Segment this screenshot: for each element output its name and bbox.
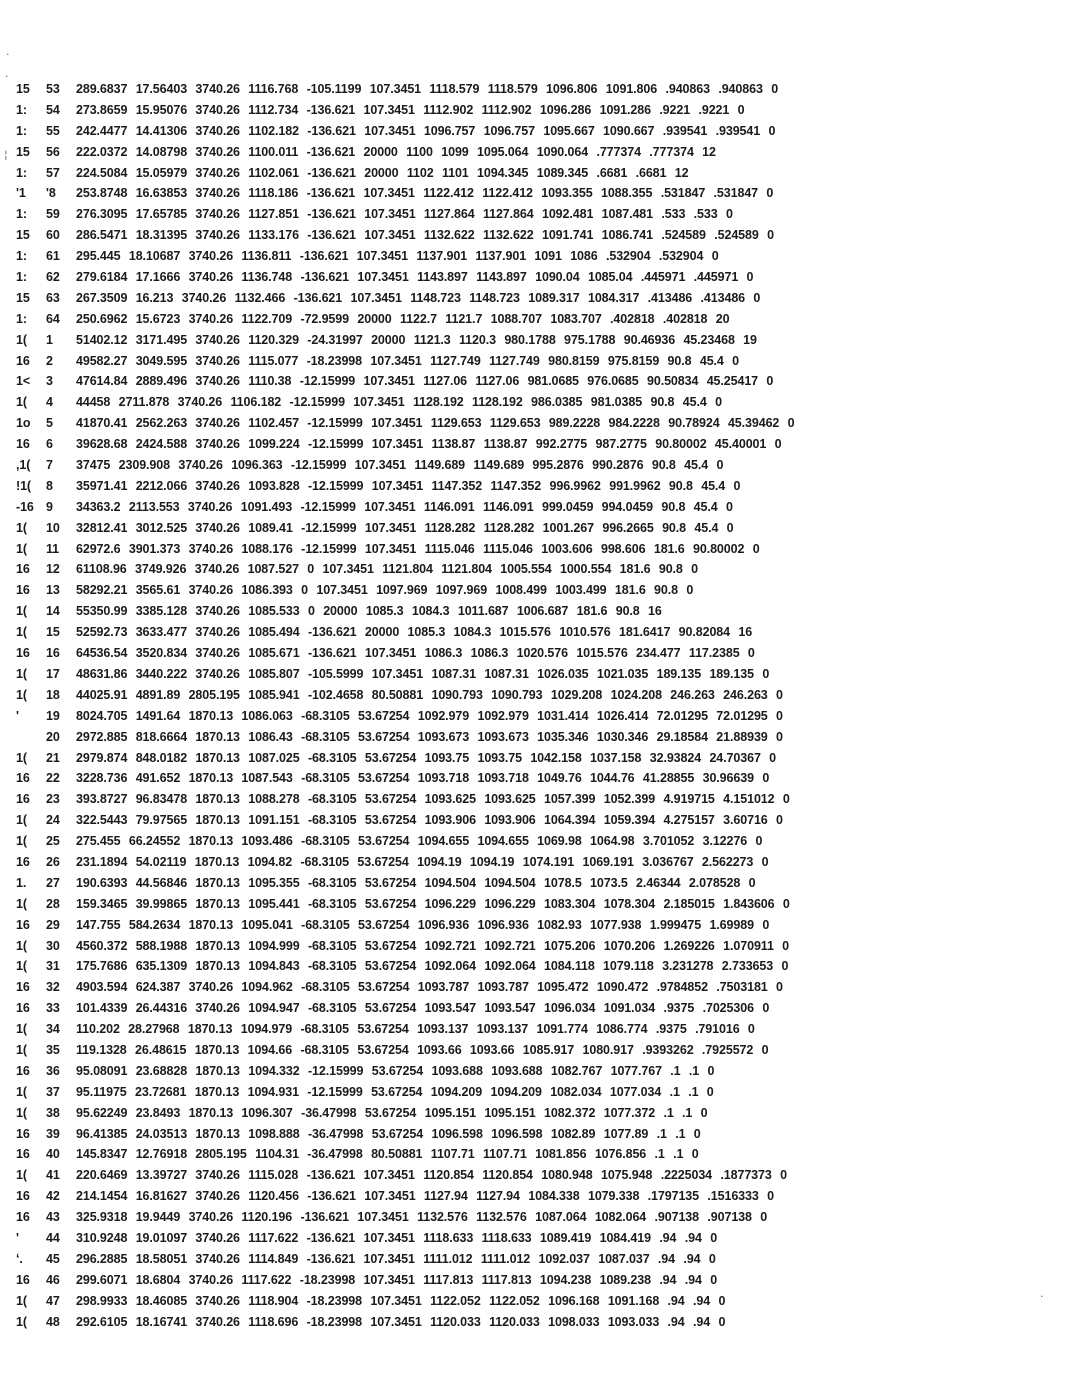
line-index: 61 bbox=[46, 249, 60, 264]
line-prefix: 16 bbox=[16, 917, 30, 932]
data-line bbox=[0, 748, 1066, 769]
data-line bbox=[0, 789, 1066, 810]
line-index: 64 bbox=[46, 311, 60, 326]
line-prefix: 1( bbox=[16, 332, 27, 347]
data-listing bbox=[0, 79, 1066, 1332]
line-prefix: ,1( bbox=[16, 458, 31, 473]
line-index: 6 bbox=[46, 437, 53, 452]
line-values: 44025.91 4891.89 2805.195 1085.941 -102.4658 80.50881 1090.793 1090.793 1029.208 1024.208 246.263 246.263 0 bbox=[76, 687, 783, 702]
line-values: 145.8347 12.76918 2805.195 1104.31 -36.47998 80.50881 1107.71 1107.71 1081.856 1076.856 .1 .1 0 bbox=[76, 1147, 699, 1162]
line-prefix: 15 bbox=[16, 144, 30, 159]
line-values: 286.5471 18.31395 3740.26 1133.176 -136.621 107.3451 1132.622 1132.622 1091.741 1086.741 .524589 .524589 0 bbox=[76, 228, 774, 243]
line-index: 60 bbox=[46, 228, 60, 243]
line-values: 95.11975 23.72681 1870.13 1094.931 -12.15999 53.67254 1094.209 1094.209 1082.034 1077.034 .1 .1 0 bbox=[76, 1084, 714, 1099]
line-values: 275.455 66.24552 1870.13 1093.486 -68.3105 53.67254 1094.655 1094.655 1069.98 1064.98 3.701052 3.12276 0 bbox=[76, 834, 763, 849]
line-index: 10 bbox=[46, 520, 60, 535]
data-line bbox=[0, 121, 1066, 142]
line-values: 276.3095 17.65785 3740.26 1127.851 -136.621 107.3451 1127.864 1127.864 1092.481 1087.481 .533 .533 0 bbox=[76, 207, 733, 222]
data-line bbox=[0, 727, 1066, 748]
line-prefix: 16 bbox=[16, 771, 30, 786]
line-index: 19 bbox=[46, 708, 60, 723]
line-index: 20 bbox=[46, 729, 60, 744]
line-values: 41870.41 2562.263 3740.26 1102.457 -12.15999 107.3451 1129.653 1129.653 989.2228 984.2228 90.78924 45.39462 0 bbox=[76, 416, 795, 431]
data-line bbox=[0, 643, 1066, 664]
line-values: 58292.21 3565.61 3740.26 1086.393 0 107.3451 1097.969 1097.969 1008.499 1003.499 181.6 90.8 0 bbox=[76, 583, 694, 598]
line-values: 32812.41 3012.525 3740.26 1089.41 -12.15999 107.3451 1128.282 1128.282 1001.267 996.2665 90.8 45.4 0 bbox=[76, 520, 734, 535]
margin-speck: · bbox=[6, 48, 10, 61]
data-line bbox=[0, 518, 1066, 539]
data-line bbox=[0, 956, 1066, 977]
line-index: 29 bbox=[46, 917, 60, 932]
line-index: 32 bbox=[46, 980, 60, 995]
margin-speck: · bbox=[5, 70, 9, 83]
data-line bbox=[0, 455, 1066, 476]
line-values: 322.5443 79.97565 1870.13 1091.151 -68.3105 53.67254 1093.906 1093.906 1064.394 1059.394 4.275157 3.60716 0 bbox=[76, 813, 783, 828]
line-index: 47 bbox=[46, 1293, 60, 1308]
line-index: 9 bbox=[46, 499, 53, 514]
line-values: 95.62249 23.8493 1870.13 1096.307 -36.47998 53.67254 1095.151 1095.151 1082.372 1077.372 .1 .1 0 bbox=[76, 1105, 708, 1120]
line-prefix: 1( bbox=[16, 666, 27, 681]
line-prefix: 16 bbox=[16, 1210, 30, 1225]
data-line bbox=[0, 936, 1066, 957]
line-index: 44 bbox=[46, 1230, 60, 1245]
line-values: 393.8727 96.83478 1870.13 1088.278 -68.3105 53.67254 1093.625 1093.625 1057.399 1052.399 4.919715 4.151012 0 bbox=[76, 792, 790, 807]
line-values: 96.41385 24.03513 1870.13 1098.888 -36.47998 53.67254 1096.598 1096.598 1082.89 1077.89 .1 .1 0 bbox=[76, 1126, 701, 1141]
data-line bbox=[0, 1291, 1066, 1312]
line-values: 253.8748 16.63853 3740.26 1118.186 -136.621 107.3451 1122.412 1122.412 1093.355 1088.355 .531847 .531847 0 bbox=[76, 186, 774, 201]
data-line bbox=[0, 998, 1066, 1019]
line-values: 298.9933 18.46085 3740.26 1118.904 -18.23998 107.3451 1122.052 1122.052 1096.168 1091.168 .94 .94 0 bbox=[76, 1293, 726, 1308]
line-values: 175.7686 635.1309 1870.13 1094.843 -68.3105 53.67254 1092.064 1092.064 1084.118 1079.118 3.231278 2.733653 0 bbox=[76, 959, 789, 974]
line-values: 147.755 584.2634 1870.13 1095.041 -68.3105 53.67254 1096.936 1096.936 1082.93 1077.938 1.999475 1.69989 0 bbox=[76, 917, 770, 932]
data-line bbox=[0, 1207, 1066, 1228]
line-index: 37 bbox=[46, 1084, 60, 1099]
line-values: 110.202 28.27968 1870.13 1094.979 -68.3105 53.67254 1093.137 1093.137 1091.774 1086.774 .9375 .791016 0 bbox=[76, 1022, 755, 1037]
line-prefix: 16 bbox=[16, 854, 30, 869]
line-values: 289.6837 17.56403 3740.26 1116.768 -105.1199 107.3451 1118.579 1118.579 1096.806 1091.806 .940863 .940863 0 bbox=[76, 82, 779, 96]
line-index: 27 bbox=[46, 875, 60, 890]
line-index: 62 bbox=[46, 270, 60, 285]
line-values: 299.6071 18.6804 3740.26 1117.622 -18.23998 107.3451 1117.813 1117.813 1094.238 1089.238 .94 .94 0 bbox=[76, 1272, 718, 1287]
line-index: 34 bbox=[46, 1022, 60, 1037]
line-index: 53 bbox=[46, 82, 60, 96]
line-index: 57 bbox=[46, 165, 60, 180]
line-index: 1 bbox=[46, 332, 53, 347]
line-prefix: 1( bbox=[16, 520, 27, 535]
line-prefix: 16 bbox=[16, 792, 30, 807]
line-prefix: 1o bbox=[16, 416, 31, 431]
data-line bbox=[0, 330, 1066, 351]
line-index: 41 bbox=[46, 1168, 60, 1183]
line-index: 5 bbox=[46, 416, 53, 431]
line-index: 63 bbox=[46, 290, 60, 305]
line-prefix: 1: bbox=[16, 207, 27, 222]
line-prefix: 16 bbox=[16, 1126, 30, 1141]
data-line bbox=[0, 163, 1066, 184]
line-prefix: 16 bbox=[16, 1272, 30, 1287]
line-index: 12 bbox=[46, 562, 60, 577]
line-index: 30 bbox=[46, 938, 60, 953]
line-index: 42 bbox=[46, 1189, 60, 1204]
line-prefix: 1( bbox=[16, 1042, 27, 1057]
data-line bbox=[0, 1061, 1066, 1082]
line-values: 52592.73 3633.477 3740.26 1085.494 -136.621 20000 1085.3 1084.3 1015.576 1010.576 181.6417 90.82084 16 bbox=[76, 625, 753, 640]
line-prefix: 1: bbox=[16, 311, 27, 326]
line-prefix: 1: bbox=[16, 165, 27, 180]
data-line bbox=[0, 1082, 1066, 1103]
line-prefix: 16 bbox=[16, 1063, 30, 1078]
line-prefix: 1( bbox=[16, 604, 27, 619]
data-line bbox=[0, 580, 1066, 601]
data-line bbox=[0, 559, 1066, 580]
line-prefix: 1( bbox=[16, 625, 27, 640]
data-line bbox=[0, 392, 1066, 413]
line-values: 231.1894 54.02119 1870.13 1094.82 -68.3105 53.67254 1094.19 1094.19 1074.191 1069.191 3.036767 2.562273 0 bbox=[76, 854, 769, 869]
line-prefix: 16 bbox=[16, 1189, 30, 1204]
line-values: 250.6962 15.6723 3740.26 1122.709 -72.9599 20000 1122.7 1121.7 1088.707 1083.707 .402818 .402818 20 bbox=[76, 311, 730, 326]
line-index: 35 bbox=[46, 1042, 60, 1057]
line-values: 222.0372 14.08798 3740.26 1100.011 -136.621 20000 1100 1099 1095.064 1090.064 .777374 .777374 12 bbox=[76, 144, 716, 159]
line-index: 31 bbox=[46, 959, 60, 974]
line-values: 267.3509 16.213 3740.26 1132.466 -136.621 107.3451 1148.723 1148.723 1089.317 1084.317 .413486 .413486 0 bbox=[76, 290, 761, 305]
line-prefix: 1( bbox=[16, 1314, 27, 1329]
data-line bbox=[0, 204, 1066, 225]
line-values: 279.6184 17.1666 3740.26 1136.748 -136.621 107.3451 1143.897 1143.897 1090.04 1085.04 .445971 .445971 0 bbox=[76, 270, 754, 285]
data-line bbox=[0, 413, 1066, 434]
data-line bbox=[0, 1228, 1066, 1249]
line-prefix: 15 bbox=[16, 228, 30, 243]
data-line bbox=[0, 622, 1066, 643]
line-index: 28 bbox=[46, 896, 60, 911]
line-index: '8 bbox=[46, 186, 56, 201]
data-line bbox=[0, 246, 1066, 267]
line-prefix: 1: bbox=[16, 102, 27, 117]
margin-speck: · bbox=[1040, 1290, 1044, 1303]
line-values: 220.6469 13.39727 3740.26 1115.028 -136.621 107.3451 1120.854 1120.854 1080.948 1075.948 .2225034 .1877373 0 bbox=[76, 1168, 787, 1183]
line-prefix: 16 bbox=[16, 1001, 30, 1016]
data-line bbox=[0, 1103, 1066, 1124]
line-values: 55350.99 3385.128 3740.26 1085.533 0 20000 1085.3 1084.3 1011.687 1006.687 181.6 90.8 16 bbox=[76, 604, 662, 619]
line-index: 45 bbox=[46, 1251, 60, 1266]
line-values: 35971.41 2212.066 3740.26 1093.828 -12.15999 107.3451 1147.352 1147.352 996.9962 991.9962 90.8 45.4 0 bbox=[76, 478, 741, 493]
line-index: 2 bbox=[46, 353, 53, 368]
line-values: 37475 2309.908 3740.26 1096.363 -12.15999 107.3451 1149.689 1149.689 995.2876 990.2876 90.8 45.4 0 bbox=[76, 458, 724, 473]
line-values: 295.445 18.10687 3740.26 1136.811 -136.621 107.3451 1137.901 1137.901 1091 1086 .532904 .532904 0 bbox=[76, 249, 719, 264]
line-index: 25 bbox=[46, 834, 60, 849]
data-line bbox=[0, 497, 1066, 518]
line-prefix: 16 bbox=[16, 583, 30, 598]
data-line bbox=[0, 852, 1066, 873]
data-line bbox=[0, 267, 1066, 288]
line-values: 101.4339 26.44316 3740.26 1094.947 -68.3105 53.67254 1093.547 1093.547 1096.034 1091.034 .9375 .7025306 0 bbox=[76, 1001, 770, 1016]
line-prefix: 16 bbox=[16, 353, 30, 368]
data-line bbox=[0, 1124, 1066, 1145]
line-values: 34363.2 2113.553 3740.26 1091.493 -12.15999 107.3451 1146.091 1146.091 999.0459 994.0459 90.8 45.4 0 bbox=[76, 499, 733, 514]
line-index: 18 bbox=[46, 687, 60, 702]
line-values: 8024.705 1491.64 1870.13 1086.063 -68.3105 53.67254 1092.979 1092.979 1031.414 1026.414 72.01295 72.01295 0 bbox=[76, 708, 783, 723]
line-prefix: 1: bbox=[16, 123, 27, 138]
line-index: 13 bbox=[46, 583, 60, 598]
line-index: 23 bbox=[46, 792, 60, 807]
line-prefix: 1( bbox=[16, 938, 27, 953]
line-prefix: 1( bbox=[16, 541, 27, 556]
line-index: 38 bbox=[46, 1105, 60, 1120]
line-prefix: 1: bbox=[16, 249, 27, 264]
line-index: 4 bbox=[46, 395, 53, 410]
line-index: 15 bbox=[46, 625, 60, 640]
line-values: 51402.12 3171.495 3740.26 1120.329 -24.31997 20000 1121.3 1120.3 980.1788 975.1788 90.46936 45.23468 19 bbox=[76, 332, 757, 347]
line-prefix: 1( bbox=[16, 1084, 27, 1099]
line-prefix: 1( bbox=[16, 959, 27, 974]
line-index: 40 bbox=[46, 1147, 60, 1162]
line-index: 16 bbox=[46, 646, 60, 661]
line-values: 64536.54 3520.834 3740.26 1085.671 -136.621 107.3451 1086.3 1086.3 1020.576 1015.576 234.477 117.2385 0 bbox=[76, 646, 755, 661]
line-prefix: 1( bbox=[16, 687, 27, 702]
data-line bbox=[0, 1186, 1066, 1207]
data-line bbox=[0, 351, 1066, 372]
line-values: 292.6105 18.16741 3740.26 1118.696 -18.23998 107.3451 1120.033 1120.033 1098.033 1093.033 .94 .94 0 bbox=[76, 1314, 726, 1329]
line-index: 8 bbox=[46, 478, 53, 493]
line-values: 214.1454 16.81627 3740.26 1120.456 -136.621 107.3451 1127.94 1127.94 1084.338 1079.338 .1797135 .1516333 0 bbox=[76, 1189, 774, 1204]
line-index: 11 bbox=[46, 541, 60, 556]
data-line bbox=[0, 601, 1066, 622]
line-index: 54 bbox=[46, 102, 60, 117]
line-prefix: 1( bbox=[16, 1293, 27, 1308]
line-values: 3228.736 491.652 1870.13 1087.543 -68.3105 53.67254 1093.718 1093.718 1049.76 1044.76 41.28855 30.96639 0 bbox=[76, 771, 770, 786]
line-prefix: 1( bbox=[16, 1022, 27, 1037]
data-line bbox=[0, 1019, 1066, 1040]
line-index: 55 bbox=[46, 123, 60, 138]
line-values: 296.2885 18.58051 3740.26 1114.849 -136.621 107.3451 1111.012 1111.012 1092.037 1087.037 .94 .94 0 bbox=[76, 1251, 716, 1266]
data-line bbox=[0, 183, 1066, 204]
line-index: 39 bbox=[46, 1126, 60, 1141]
line-values: 39628.68 2424.588 3740.26 1099.224 -12.15999 107.3451 1138.87 1138.87 992.2775 987.2775 90.80002 45.40001 0 bbox=[76, 437, 782, 452]
data-line bbox=[0, 79, 1066, 100]
data-line bbox=[0, 371, 1066, 392]
line-prefix: 1. bbox=[16, 875, 27, 890]
line-values: 224.5084 15.05979 3740.26 1102.061 -136.621 20000 1102 1101 1094.345 1089.345 .6681 .6681 12 bbox=[76, 165, 689, 180]
line-prefix: 16 bbox=[16, 562, 30, 577]
line-values: 190.6393 44.56846 1870.13 1095.355 -68.3105 53.67254 1094.504 1094.504 1078.5 1073.5 2.46344 2.078528 0 bbox=[76, 875, 756, 890]
data-line bbox=[0, 225, 1066, 246]
line-prefix: 15 bbox=[16, 82, 30, 96]
line-index: 26 bbox=[46, 854, 60, 869]
line-index: 43 bbox=[46, 1210, 60, 1225]
line-values: 159.3465 39.99865 1870.13 1095.441 -68.3105 53.67254 1096.229 1096.229 1083.304 1078.304 2.185015 1.843606 0 bbox=[76, 896, 790, 911]
line-prefix: !1( bbox=[16, 478, 31, 493]
data-line bbox=[0, 1312, 1066, 1333]
line-index: 33 bbox=[46, 1001, 60, 1016]
data-line bbox=[0, 539, 1066, 560]
line-values: 325.9318 19.9449 3740.26 1120.196 -136.621 107.3451 1132.576 1132.576 1087.064 1082.064 .907138 .907138 0 bbox=[76, 1210, 768, 1225]
line-values: 310.9248 19.01097 3740.26 1117.622 -136.621 107.3451 1118.633 1118.633 1089.419 1084.419 .94 .94 0 bbox=[76, 1230, 718, 1245]
data-line bbox=[0, 476, 1066, 497]
data-line bbox=[0, 1144, 1066, 1165]
line-values: 4560.372 588.1988 1870.13 1094.999 -68.3105 53.67254 1092.721 1092.721 1075.206 1070.206 1.269226 1.070911 0 bbox=[76, 938, 790, 953]
line-prefix: 16 bbox=[16, 646, 30, 661]
data-line bbox=[0, 977, 1066, 998]
line-index: 14 bbox=[46, 604, 60, 619]
line-prefix: 1( bbox=[16, 1105, 27, 1120]
data-line bbox=[0, 100, 1066, 121]
line-index: 48 bbox=[46, 1314, 60, 1329]
line-values: 4903.594 624.387 3740.26 1094.962 -68.3105 53.67254 1093.787 1093.787 1095.472 1090.472 .9784852 .7503181 0 bbox=[76, 980, 783, 995]
data-line bbox=[0, 915, 1066, 936]
line-prefix: 1( bbox=[16, 1168, 27, 1183]
line-prefix: '1 bbox=[16, 186, 26, 201]
data-line bbox=[0, 288, 1066, 309]
data-line bbox=[0, 894, 1066, 915]
line-prefix: 1( bbox=[16, 813, 27, 828]
line-values: 49582.27 3049.595 3740.26 1115.077 -18.23998 107.3451 1127.749 1127.749 980.8159 975.8159 90.8 45.4 0 bbox=[76, 353, 739, 368]
line-prefix: 16 bbox=[16, 980, 30, 995]
line-prefix: 1( bbox=[16, 896, 27, 911]
data-line bbox=[0, 309, 1066, 330]
line-values: 2972.885 818.6664 1870.13 1086.43 -68.3105 53.67254 1093.673 1093.673 1035.346 1030.346 29.18584 21.88939 0 bbox=[76, 729, 783, 744]
data-line bbox=[0, 706, 1066, 727]
line-prefix: 1: bbox=[16, 270, 27, 285]
margin-speck: ¦ bbox=[4, 148, 8, 161]
data-line bbox=[0, 1270, 1066, 1291]
line-values: 2979.874 848.0182 1870.13 1087.025 -68.3105 53.67254 1093.75 1093.75 1042.158 1037.158 32.93824 24.70367 0 bbox=[76, 750, 777, 765]
line-values: 44458 2711.878 3740.26 1106.182 -12.15999 107.3451 1128.192 1128.192 986.0385 981.0385 90.8 45.4 0 bbox=[76, 395, 722, 410]
line-values: 119.1328 26.48615 1870.13 1094.66 -68.3105 53.67254 1093.66 1093.66 1085.917 1080.917 .9393262 .7925572 0 bbox=[76, 1042, 769, 1057]
data-line bbox=[0, 1249, 1066, 1270]
line-prefix: 1( bbox=[16, 834, 27, 849]
line-values: 48631.86 3440.222 3740.26 1085.807 -105.5999 107.3451 1087.31 1087.31 1026.035 1021.035 189.135 189.135 0 bbox=[76, 666, 770, 681]
line-index: 21 bbox=[46, 750, 60, 765]
line-prefix: 16 bbox=[16, 437, 30, 452]
data-line bbox=[0, 685, 1066, 706]
data-line bbox=[0, 1165, 1066, 1186]
line-index: 59 bbox=[46, 207, 60, 222]
line-prefix: 16 bbox=[16, 1147, 30, 1162]
line-values: 47614.84 2889.496 3740.26 1110.38 -12.15999 107.3451 1127.06 1127.06 981.0685 976.0685 90.50834 45.25417 0 bbox=[76, 374, 774, 389]
line-prefix: ʻ. bbox=[16, 1251, 23, 1266]
data-line bbox=[0, 664, 1066, 685]
line-values: 62972.6 3901.373 3740.26 1088.176 -12.15999 107.3451 1115.046 1115.046 1003.606 998.606 181.6 90.80002 0 bbox=[76, 541, 760, 556]
line-index: 36 bbox=[46, 1063, 60, 1078]
line-index: 46 bbox=[46, 1272, 60, 1287]
line-prefix: 1( bbox=[16, 395, 27, 410]
line-prefix: ' bbox=[16, 708, 19, 723]
data-line bbox=[0, 831, 1066, 852]
line-values: 61108.96 3749.926 3740.26 1087.527 0 107.3451 1121.804 1121.804 1005.554 1000.554 181.6 90.8 0 bbox=[76, 562, 698, 577]
line-index: 3 bbox=[46, 374, 53, 389]
line-values: 273.8659 15.95076 3740.26 1112.734 -136.621 107.3451 1112.902 1112.902 1096.286 1091.286 .9221 .9221 0 bbox=[76, 102, 745, 117]
line-prefix: -16 bbox=[16, 499, 34, 514]
line-prefix: 15 bbox=[16, 290, 30, 305]
line-index: 22 bbox=[46, 771, 60, 786]
line-index: 7 bbox=[46, 458, 53, 473]
line-index: 17 bbox=[46, 666, 60, 681]
line-values: 242.4477 14.41306 3740.26 1102.182 -136.621 107.3451 1096.757 1096.757 1095.667 1090.667 .939541 .939541 0 bbox=[76, 123, 776, 138]
data-line bbox=[0, 1040, 1066, 1061]
line-values: 95.08091 23.68828 1870.13 1094.332 -12.15999 53.67254 1093.688 1093.688 1082.767 1077.767 .1 .1 0 bbox=[76, 1063, 715, 1078]
data-line bbox=[0, 768, 1066, 789]
line-prefix: 1< bbox=[16, 374, 31, 389]
data-line bbox=[0, 873, 1066, 894]
data-line bbox=[0, 142, 1066, 163]
line-index: 56 bbox=[46, 144, 60, 159]
data-line bbox=[0, 434, 1066, 455]
line-prefix: 1( bbox=[16, 750, 27, 765]
line-index: 24 bbox=[46, 813, 60, 828]
line-prefix: ' bbox=[16, 1230, 19, 1245]
data-line bbox=[0, 810, 1066, 831]
